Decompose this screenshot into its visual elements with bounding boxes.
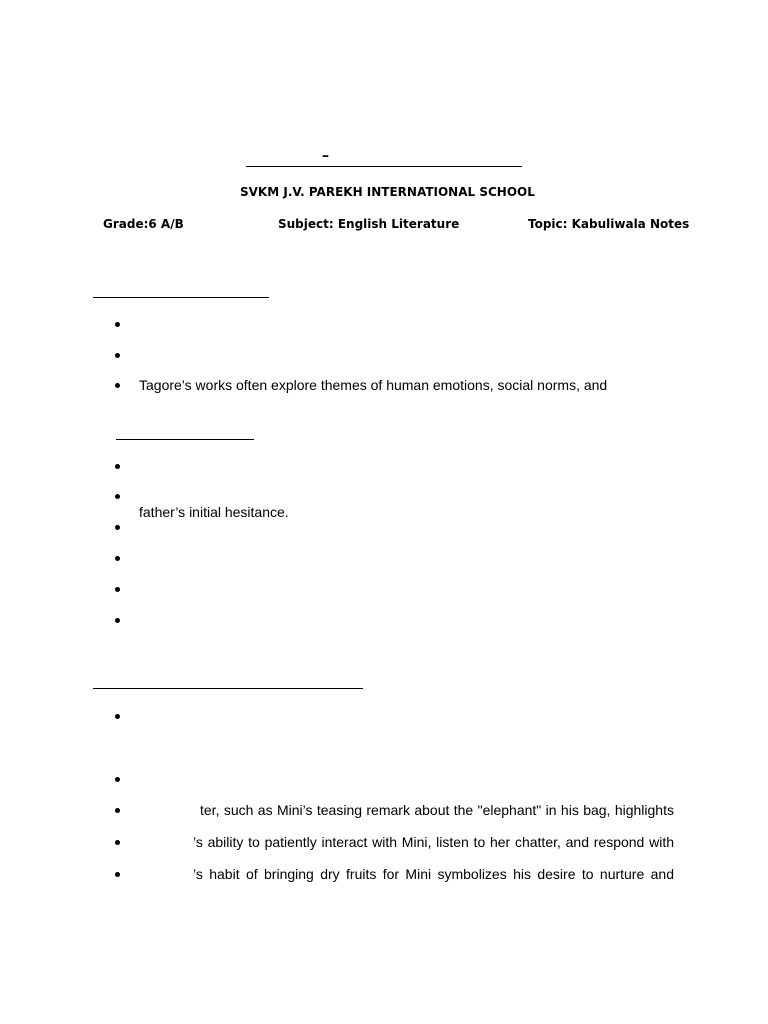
title-dash: – [322,148,329,164]
grade-label: Grade:6 A/B [103,217,184,231]
section-2-bullet-6 [115,617,123,625]
section-2-heading-rule [116,439,254,440]
section-1-item-3: Tagore’s works often explore themes of human emotions, social norms, and [139,377,608,393]
section-1-bullet-1 [115,321,123,329]
title-underline [246,166,522,167]
section-3-bullet-4 [115,839,123,847]
section-1-heading-rule [93,297,269,298]
section-2-item-2-continuation: father’s initial hesitance. [139,504,289,520]
section-2-bullet-5 [115,586,123,594]
section-3-bullet-2 [115,776,123,784]
section-3-bullet-5 [115,871,123,879]
section-2-bullet-1 [115,463,123,471]
section-1-bullet-2 [115,352,123,360]
section-3-bullet-3 [115,807,123,815]
section-1-bullet-3 [115,382,123,390]
section-2-bullet-2 [115,493,123,501]
section-3-heading-rule [93,688,363,689]
section-3-item-5: ’s habit of bringing dry fruits for Mini symbolizes his desire to nurture and [193,866,674,882]
section-2-bullet-4 [115,555,123,563]
section-2-bullet-3 [115,524,123,532]
section-3-item-4: ’s ability to patiently interact with Mini, listen to her chatter, and respond with [193,834,674,850]
section-3-item-3: ter, such as Mini’s teasing remark about the "elephant" in his bag, highlights [200,802,674,818]
topic-label: Topic: Kabuliwala Notes [528,217,690,231]
section-3-bullet-1 [115,713,123,721]
subject-label: Subject: English Literature [278,217,460,231]
school-name: SVKM J.V. PAREKH INTERNATIONAL SCHOOL [240,185,535,199]
